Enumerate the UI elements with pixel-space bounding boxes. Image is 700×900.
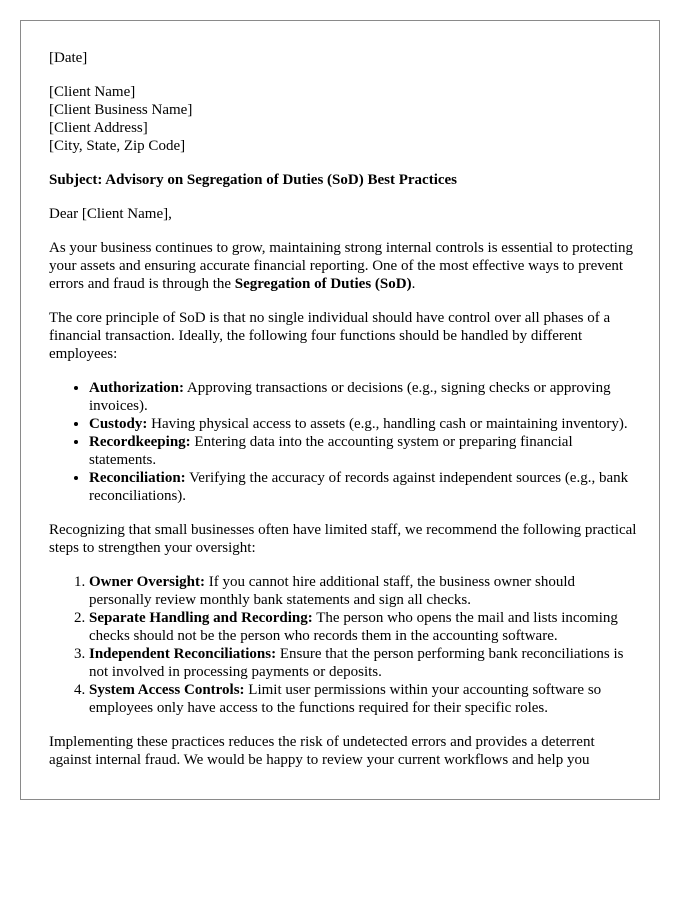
function-desc: Verifying the accuracy of records against independent sources (e.g., bank reconciliations). <box>89 470 629 504</box>
intro-emphasis: Segregation of Duties (SoD) <box>234 276 412 292</box>
intro-paragraph <box>49 239 637 293</box>
steps-list <box>49 573 637 717</box>
list-item <box>89 433 637 469</box>
step-desc: Limit user permissions within your accounting software so employees only have access to the functions required for their specific roles. <box>89 682 602 716</box>
letter-page <box>20 20 660 800</box>
function-desc: Entering data into the accounting system or preparing financial statements. <box>89 434 573 468</box>
recipient-name: [Client Name] <box>49 84 136 100</box>
subject-text: Subject: Advisory on Segregation of Duties (SoD) Best Practices <box>49 172 458 188</box>
list-item <box>89 415 637 433</box>
recipient-city: [City, State, Zip Code] <box>49 138 186 154</box>
list-item <box>89 609 637 645</box>
list-item <box>89 681 637 717</box>
intro-text: As your business continues to grow, maintaining strong internal controls is essential to protecting your assets and ensuring accurate financial reporting. One of the most effective ways to prevent errors and fraud is through the <box>49 240 633 292</box>
closing-paragraph: Implementing these practices reduces the risk of undetected errors and provides a deterrent against internal fraud. We would be happy to review your current workflows and help you <box>49 734 595 768</box>
function-desc: Having physical access to assets (e.g., handling cash or maintaining inventory). <box>147 416 628 432</box>
recipient-address: [Client Address] <box>49 120 148 136</box>
step-term: Owner Oversight: <box>89 574 205 590</box>
subject-line <box>49 171 637 189</box>
small-business-paragraph: Recognizing that small businesses often have limited staff, we recommend the following practical steps to strengthen your oversight: <box>49 522 637 556</box>
step-term: Independent Reconciliations: <box>89 646 277 662</box>
step-desc: The person who opens the mail and lists incoming checks should not be the person who records them in the accounting software. <box>89 610 618 644</box>
step-term: Separate Handling and Recording: <box>89 610 313 626</box>
recipient-business: [Client Business Name] <box>49 102 193 118</box>
function-term: Recordkeeping: <box>89 434 191 450</box>
principle-paragraph: The core principle of SoD is that no single individual should have control over all phases of a financial transaction. Ideally, the following four functions should be handled by different employees: <box>49 310 611 362</box>
list-item <box>89 469 637 505</box>
list-item <box>89 645 637 681</box>
function-term: Reconciliation: <box>89 470 186 486</box>
intro-end: . <box>411 276 416 292</box>
letter-body <box>49 49 637 785</box>
step-desc: Ensure that the person performing bank reconciliations is not involved in processing payments or deposits. <box>89 646 624 680</box>
function-desc: Approving transactions or decisions (e.g., signing checks or approving invoices). <box>89 380 611 414</box>
list-item <box>89 379 637 415</box>
step-term: System Access Controls: <box>89 682 245 698</box>
function-term: Authorization: <box>89 380 184 396</box>
functions-list <box>49 379 637 505</box>
function-term: Custody: <box>89 416 148 432</box>
step-desc: If you cannot hire additional staff, the business owner should personally review monthly bank statements and sign all checks. <box>89 574 576 608</box>
salutation: Dear [Client Name], <box>49 206 172 222</box>
list-item <box>89 573 637 609</box>
letter-date: [Date] <box>49 50 88 66</box>
recipient-address-block <box>49 83 637 155</box>
